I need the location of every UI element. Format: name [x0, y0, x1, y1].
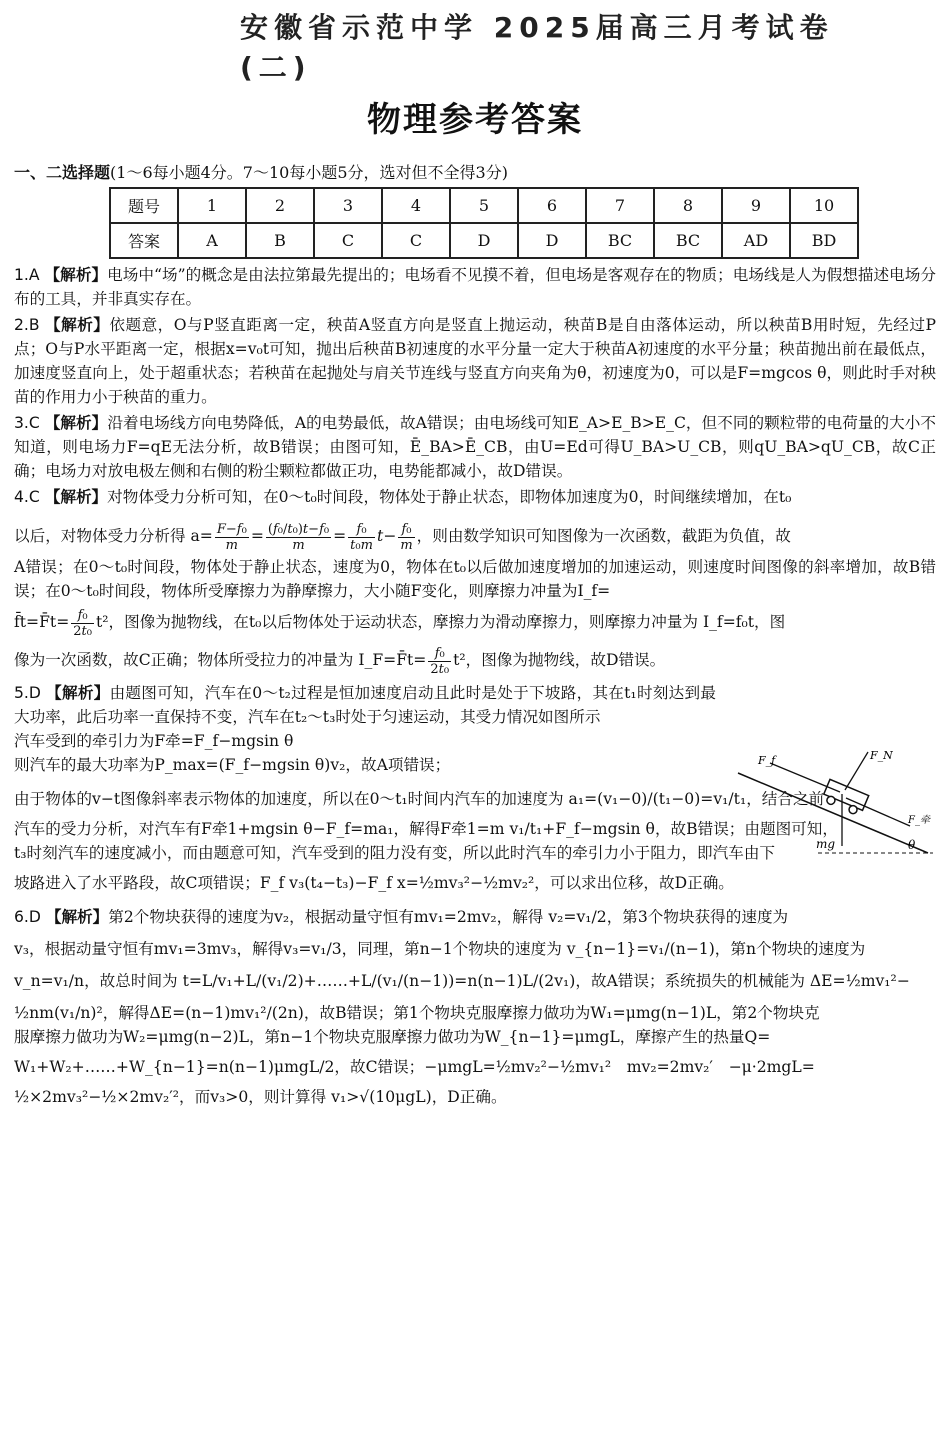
solution-text: 沿着电场线方向电势降低，A的电势最低，故A错误；由电场线可知E_A>E_B>E_C，但不同的颗粒带的电荷量的大小不知道，则电场力F=qE无法分析，故B错误；由图可知，Ē_BA>Ē_CB，由U=Ed可得U_BA>U_CB，则qU_BA>qU_CB，故C正确；电场力对放电极左侧和右侧的粉尘颗粒都做正功，电势能都减小，故D错误。 [14, 414, 936, 480]
theta-label: θ [908, 838, 916, 852]
car-force-diagram [728, 748, 936, 863]
solution-text: t²，图像为抛物线，故D错误。 [453, 651, 666, 669]
mg-label: mg [816, 837, 836, 851]
solution-text: ½×2mv₃²−½×2mv₂′²，而v₃>0，则计算得 v₁>√(10μgL)，D正确。 [14, 1088, 507, 1106]
solution-text: v₃，根据动量守恒有mv₁=3mv₃，解得v₃=v₁/3，同理，第n−1个物块的速度为 v_{n−1}=v₁/(n−1)，第n个物块的速度为 [14, 940, 866, 958]
fn-label: F_N [870, 749, 893, 762]
solution-text: 由于物体的v−t图像斜率表示物体的加速度，所以在0～t₁时间内汽车的加速度为 a₁=(v₁−0)/(t₁−0)=v₁/t₁，结合之前 [14, 790, 825, 808]
solution-text: A错误；在0～t₀时间段，物体处于静止状态，速度为0，物体在t₀以后做加速度增加的加速运动，则速度时间图像的斜率增加，故B错误；在0～t₀时间段，物体所受摩擦力为静摩擦力，大小随F变化，则摩擦力冲量为I_f= [14, 558, 936, 600]
answer-cell: D [450, 223, 518, 258]
answer-cell: BD [790, 223, 858, 258]
fraction: $\frac{\text{(f₀/t₀)t−f₀}}{m}$ [267, 521, 330, 553]
question-number: 10 [790, 188, 858, 223]
question-label: 3.C [14, 414, 40, 432]
fraction: $\frac{\text{f₀}}{\text{2t₀}}$ [430, 645, 450, 677]
friction-arrow [770, 763, 840, 792]
solution-4: 4.C 【解析】对物体受力分析可知，在0～t₀时间段，物体处于静止状态，即物体加速度为0，时间继续增加，在t₀ 以后，对物体受力分析得 a= $\frac{\text{F−f₀}}{m}$ = $\frac{\text{(f₀/t₀)t−f₀}}{m}$ = $\frac{\text{f₀}}{\text{t₀m}}$ t− $\frac{\text{f₀}}{m}$ ，则由数学知识可知图像为一次函数，截距为负值，故 A错误；在0～t₀时间段，物体处于静止状态，速度为0，物体在t₀以后做加速度增加的加速运动，则速度时间图像的斜率增加，故B错误；在0～t₀时间段，物体所受摩擦力为静摩擦力，大小随F变化，则摩擦力冲量为I_f= f̄t=F̄t= $\frac{\text{f₀}}{\text{2t₀}}$ t²，图像为抛物线，在t₀以后物体处于运动状态，摩擦力为滑动摩擦力，则摩擦力冲量为 I_f=f₀t，图 像为一次函数，故C正确；物体所受拉力的冲量为 I_F=F̄t= $\frac{\text{f₀}}{\text{2t₀}}$ t²，图像为抛物线，故D错误。 [14, 488, 936, 677]
question-number: 5 [450, 188, 518, 223]
solution-text: ，则由数学知识可知图像为一次函数，截距为负值，故 [416, 527, 791, 545]
traction-label: F_牵 [908, 815, 930, 826]
solution-text: 像为一次函数，故C正确；物体所受拉力的冲量为 I_F=F̄t= [14, 651, 427, 669]
answer-cell: BC [654, 223, 722, 258]
solution-text: 对物体受力分析可知，在0～t₀时间段，物体处于静止状态，即物体加速度为0，时间继续增加，在t₀ [107, 488, 792, 506]
section-title: 一、二选择题 [14, 163, 111, 182]
solution-text: f̄t=F̄t= [14, 613, 70, 631]
analysis-tag: 【解析】 [46, 684, 110, 702]
fraction: $\frac{\text{f₀}}{m}$ [400, 521, 413, 553]
solution-text: 坡路进入了水平路段，故C项错误；F_f v₃(t₄−t₃)−F_f x=½mv₃²−½mv₂²，可以求出位移，故D正确。 [14, 874, 734, 892]
solution-text: 依题意，O与P竖直距离一定，秧苗A竖直方向是竖直上抛运动，秧苗B是自由落体运动，所以秧苗B用时短，先经过P点；O与P水平距离一定，根据x=v₀t可知，抛出后秧苗B初速度的水平分量一定大于秧苗A初速度的水平分量；秧苗抛出前在最低点，加速度竖直向上，处于超重状态；若秧苗在起抛处与肩关节连线与竖直方向夹角为θ，初速度为0，可以是F=mgcos θ，则此时手对秧苗的作用力小于秧苗的重力。 [14, 316, 936, 406]
question-label: 5.D [14, 684, 41, 702]
solution-text: 由题图可知，汽车在0～t₂过程是恒加速度启动且此时是处于下坡路，其在t₁时刻达到最大功率，此后功率一直保持不变，汽车在t₂～t₃时处于匀速运动，其受力情况如图所示 [14, 684, 716, 726]
section-heading [14, 160, 508, 183]
solution-text: t₃时刻汽车的速度减小，而由题意可知，汽车受到的阻力没有变，所以此时汽车的牵引力小于阻力，即汽车由下 [14, 844, 776, 862]
solutions [14, 263, 936, 1111]
question-number: 8 [654, 188, 722, 223]
solution-text: v_n=v₁/n，故总时间为 t=L/v₁+L/(v₁/2)+……+L/(v₁/(n−1))=n(n−1)L/(2v₁)，故A错误；系统损失的机械能为 ΔE=½mv₁²− [14, 972, 910, 990]
question-number: 7 [586, 188, 654, 223]
normal-force-arrow [845, 752, 868, 790]
solution-2 [14, 313, 936, 409]
solution-text: W₁+W₂+……+W_{n−1}=n(n−1)μmgL/2，故C错误；−μmgL=½mv₂²−½mv₁² mv₂=2mv₂′ −μ·2mgL= [14, 1058, 815, 1076]
solution-text: 电场中“场”的概念是由法拉第最先提出的；电场看不见摸不着，但电场是客观存在的物质；电场线是人为假想描述电场分布的工具，并非真实存在。 [14, 266, 936, 308]
question-label: 1.A [14, 266, 40, 284]
solution-text: ½nm(v₁/n)²，解得ΔE=(n−1)mv₁²/(2n)，故B错误；第1个物块克服摩擦力做功为W₁=μmg(n−1)L，第2个物块克 [14, 1004, 820, 1022]
solution-6 [14, 905, 936, 1109]
answer-cell: C [382, 223, 450, 258]
solution-text: 汽车的受力分析，对汽车有F牵1+mgsin θ−F_f=ma₁，解得F牵1=m v₁/t₁+F_f−mgsin θ，故B错误；由题图可知， [14, 820, 838, 838]
solution-text: 汽车受到的牵引力为F牵=F_f−mgsin θ [14, 732, 294, 750]
solution-text: 第2个物块获得的速度为v₂，根据动量守恒有mv₁=2mv₂，解得 v₂=v₁/2，第3个物块获得的速度为 [108, 908, 789, 926]
answer-cell: A [178, 223, 246, 258]
question-number: 1 [178, 188, 246, 223]
question-number: 3 [314, 188, 382, 223]
solution-text: t²，图像为抛物线，在t₀以后物体处于运动状态，摩擦力为滑动摩擦力，则摩擦力冲量为 I_f=f₀t，图 [96, 613, 786, 631]
question-label: 2.B [14, 316, 40, 334]
question-number-row [110, 188, 858, 223]
question-label: 6.D [14, 908, 41, 926]
solution-3 [14, 411, 936, 483]
solution-text: 则汽车的最大功率为P_max=(F_f−mgsin θ)v₂，故A项错误； [14, 756, 451, 774]
question-number: 4 [382, 188, 450, 223]
solution-text: 服摩擦力做功为W₂=μmg(n−2)L，第n−1个物块克服摩擦力做功为W_{n−1}=μmgL，摩擦产生的热量Q= [14, 1028, 771, 1046]
solution-text: 以后，对物体受力分析得 a= [14, 527, 213, 545]
section-note: (1～6每小题4分。7～10每小题5分，选对但不全得3分) [110, 163, 508, 182]
answer-cell: D [518, 223, 586, 258]
answer-cell: B [246, 223, 314, 258]
fraction: $\frac{\text{f₀}}{\text{t₀m}}$ [350, 521, 373, 553]
row-label: 答案 [110, 223, 178, 258]
analysis-tag: 【解析】 [44, 266, 108, 284]
analysis-tag: 【解析】 [45, 316, 110, 334]
page-title: 物理参考答案 [367, 100, 583, 140]
cut-off-header: 安徽省示范中学 2025届高三月考试卷(二) [240, 11, 834, 84]
question-number: 2 [246, 188, 314, 223]
answer-table [109, 187, 859, 259]
ff-label: F_f [758, 754, 776, 767]
question-number: 6 [518, 188, 586, 223]
answer-cell: AD [722, 223, 790, 258]
question-number: 9 [722, 188, 790, 223]
answer-row [110, 223, 858, 258]
solution-1 [14, 263, 936, 311]
analysis-tag: 【解析】 [44, 488, 108, 506]
question-label: 4.C [14, 488, 40, 506]
row-label: 题号 [110, 188, 178, 223]
fraction: $\frac{\text{f₀}}{\text{2t₀}}$ [73, 607, 92, 639]
answer-cell: C [314, 223, 382, 258]
fraction: $\frac{\text{F−f₀}}{m}$ [216, 521, 247, 553]
answer-cell: BC [586, 223, 654, 258]
analysis-tag: 【解析】 [44, 414, 108, 432]
analysis-tag: 【解析】 [45, 908, 109, 926]
